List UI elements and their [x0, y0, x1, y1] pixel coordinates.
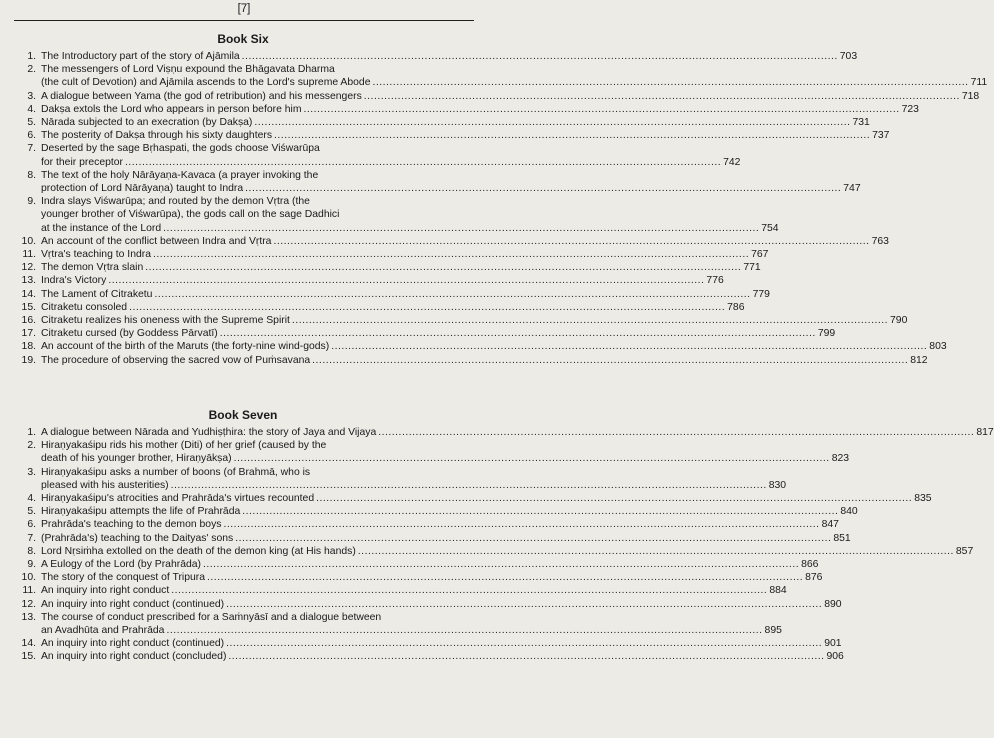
entry-number: 8.	[27, 545, 36, 557]
entry-number: 7.	[27, 532, 36, 544]
toc-entry	[8, 116, 870, 129]
dot-leader	[254, 116, 850, 129]
toc-entry	[8, 558, 819, 571]
entry-number: 12.	[21, 598, 36, 610]
toc-entry	[8, 611, 782, 637]
entry-page: 906	[826, 651, 844, 663]
entry-title: The Lament of Citraketu	[41, 288, 153, 300]
toc-entry	[8, 274, 724, 287]
dot-leader	[292, 314, 888, 327]
entry-number: 18.	[21, 341, 36, 353]
entry-number: 11.	[22, 585, 36, 597]
entry-page: 711	[970, 77, 988, 89]
entry-title: An inquiry into right conduct (continued)	[41, 598, 225, 610]
entry-page: 830	[768, 479, 787, 491]
entry-number: 9.	[27, 559, 36, 571]
toc-entry	[8, 532, 851, 545]
toc-entry	[8, 261, 761, 274]
toc-entry	[8, 301, 745, 314]
entry-number: 2.	[27, 440, 36, 452]
entry-page: 779	[752, 288, 770, 300]
dot-leader	[316, 492, 912, 505]
entry-number: 15.	[21, 651, 36, 663]
entry-title: Hiraṇyakaśipu's atrocities and Prahrāda's virtues recounted	[41, 493, 315, 505]
dot-leader	[273, 235, 869, 248]
entry-page: 790	[890, 315, 908, 327]
dot-leader	[125, 156, 721, 169]
toc-entry	[8, 63, 988, 89]
entry-page: 857	[955, 545, 974, 557]
book-seven-title: Book Seven	[208, 408, 278, 422]
dot-leader	[145, 261, 741, 274]
toc-entry	[8, 518, 839, 531]
dot-leader	[372, 76, 968, 89]
entry-page: 823	[831, 453, 850, 465]
toc-entry	[8, 248, 769, 261]
toc-entry	[8, 90, 980, 103]
dot-leader	[358, 545, 954, 558]
entry-number: 5.	[27, 506, 36, 518]
entry-title: Hiraṇyakaśipu attempts the life of Prahrāda	[41, 506, 241, 518]
entry-number: 15.	[21, 301, 36, 313]
dot-leader	[223, 518, 819, 531]
entry-number: 19.	[21, 354, 36, 366]
entry-page: 812	[910, 354, 928, 366]
entry-title: The course of conduct prescribed for a Saṁnyāsī and a dialogue between	[41, 611, 382, 623]
toc-entry	[8, 314, 908, 327]
entry-number: 16.	[21, 315, 36, 327]
dot-leader	[163, 222, 759, 235]
entry-title: The text of the holy Nārāyaṇa-Kavaca (a prayer invoking the	[41, 169, 319, 181]
entry-number: 9.	[27, 196, 36, 208]
entry-number: 13.	[21, 275, 36, 287]
dot-leader	[234, 452, 830, 465]
entry-title: The Introductory part of the story of Ajāmila	[41, 51, 240, 62]
entry-title: Citraketu consoled	[41, 301, 128, 313]
entry-page: 776	[706, 275, 724, 287]
entry-title: The procedure of observing the sacred vow of Puṁsavana	[41, 354, 311, 366]
dot-leader	[245, 182, 841, 195]
dot-leader	[235, 532, 831, 545]
book-six-contents	[8, 50, 988, 367]
entry-page: 718	[961, 90, 980, 102]
dot-leader	[129, 301, 725, 314]
page-header	[14, 4, 474, 21]
dot-leader	[171, 584, 767, 597]
dot-leader	[207, 571, 803, 584]
entry-page: 835	[914, 493, 932, 505]
entry-page: 763	[871, 235, 889, 247]
dot-leader	[203, 558, 799, 571]
dot-leader	[220, 327, 816, 340]
entry-title: Indra's Victory	[41, 275, 107, 287]
toc-entry	[8, 637, 842, 650]
dot-leader	[312, 354, 908, 367]
entry-number: 1.	[27, 51, 36, 62]
entry-page: 742	[723, 156, 741, 168]
toc-entry	[8, 169, 861, 195]
entry-title: Indra slays Viśwarūpa; and routed by the demon Vṛtra (the	[41, 196, 310, 208]
dot-leader	[304, 103, 900, 116]
entry-page: 851	[833, 532, 851, 544]
entry-page: 754	[761, 222, 779, 234]
entry-page: 771	[743, 262, 761, 274]
toc-entry	[8, 327, 836, 340]
toc-entry	[8, 50, 858, 63]
toc-entry	[8, 650, 844, 663]
entry-number: 1.	[27, 427, 36, 438]
dot-leader	[108, 274, 704, 287]
toc-entry	[8, 103, 919, 116]
entry-page: 767	[751, 249, 769, 261]
entry-title: Deserted by the sage Bṛhaspati, the gods choose Viśwarūpa	[41, 143, 320, 155]
dot-leader	[226, 598, 822, 611]
entry-page: 895	[764, 625, 782, 637]
toc-entry	[8, 142, 741, 168]
entry-page: 876	[805, 572, 823, 584]
entry-page: 747	[843, 183, 861, 195]
toc-entry	[8, 598, 842, 611]
entry-title: an Avadhūta and Prahrāda	[41, 625, 165, 637]
entry-title: Prahrāda's teaching to the demon boys	[41, 519, 222, 531]
entry-page: 723	[901, 103, 919, 115]
entry-title: A dialogue between Nārada and Yudhiṣṭhira: the story of Jaya and Vijaya	[41, 427, 377, 438]
entry-number: 7.	[27, 143, 36, 155]
entry-number: 14.	[21, 638, 36, 650]
entry-page: 731	[852, 117, 870, 129]
dot-leader	[228, 650, 824, 663]
toc-entry	[8, 505, 858, 518]
entry-page: 737	[872, 130, 890, 142]
entry-title: The messengers of Lord Viṣṇu expound the Bhāgavata Dharma	[41, 64, 335, 76]
toc-entry	[8, 354, 928, 367]
entry-title: Lord Nṛsiṁha extolled on the death of the demon king (at His hands)	[41, 545, 356, 557]
dot-leader	[171, 479, 767, 492]
toc-entry	[8, 584, 787, 597]
entry-number: 4.	[27, 103, 36, 115]
entry-title: at the instance of the Lord	[41, 222, 162, 234]
entry-number: 13.	[21, 611, 36, 623]
toc-entry	[8, 288, 770, 301]
toc-entry	[8, 235, 889, 248]
entry-page: 817	[976, 427, 994, 438]
toc-entry	[8, 466, 787, 492]
entry-number: 6.	[27, 130, 36, 142]
dot-leader	[242, 50, 838, 63]
dot-leader	[226, 637, 822, 650]
entry-title: Hiraṇyakaśipu asks a number of boons (of Brahmā, who is	[41, 466, 311, 478]
dot-leader	[153, 248, 749, 261]
entry-title: for their preceptor	[41, 156, 124, 168]
entry-title: younger brother of Viśwarūpa), the gods call on the sage Dadhici	[41, 209, 340, 221]
dot-leader	[274, 129, 870, 142]
entry-title: The story of the conquest of Tripura	[41, 572, 206, 584]
dot-leader	[166, 624, 762, 637]
entry-page: 786	[727, 301, 745, 313]
entry-title: The posterity of Dakṣa through his sixty daughters	[41, 130, 273, 142]
entry-number: 5.	[27, 117, 36, 129]
toc-entry	[8, 439, 850, 465]
entry-page: 703	[839, 51, 858, 62]
toc-entry	[8, 129, 890, 142]
entry-page: 866	[801, 559, 819, 571]
toc-entry	[8, 426, 994, 439]
entry-page: 799	[817, 328, 836, 340]
entry-page: 901	[824, 638, 842, 650]
entry-number: 3.	[27, 90, 36, 102]
entry-title: An account of the conflict between Indra and Vṛtra	[41, 235, 272, 247]
entry-number: 6.	[27, 519, 36, 531]
entry-title: A dialogue between Yama (the god of retribution) and his messengers	[41, 90, 362, 102]
entry-number: 10.	[21, 572, 36, 584]
book-six-title: Book Six	[217, 32, 269, 46]
entry-page: 847	[821, 519, 839, 531]
toc-entry	[8, 545, 974, 558]
dot-leader	[364, 90, 960, 103]
book-seven-contents	[8, 426, 994, 664]
entry-title: A Eulogy of the Lord (by Prahrāda)	[41, 559, 201, 571]
entry-title: Dakṣa extols the Lord who appears in person before him	[41, 103, 302, 115]
entry-title: Hiraṇyakaśipu rids his mother (Diti) of her grief (caused by the	[41, 440, 327, 452]
entry-title: An inquiry into right conduct (continued)	[41, 638, 225, 650]
entry-number: 8.	[27, 169, 36, 181]
entry-page: 890	[824, 598, 842, 610]
entry-number: 17.	[21, 328, 36, 340]
entry-title: (Prahrāda's) teaching to the Daityas' sons	[41, 532, 234, 544]
toc-entry	[8, 340, 947, 353]
entry-page: 840	[840, 506, 858, 518]
entry-title: Citraketu cursed (by Goddess Pārvatī)	[41, 328, 218, 340]
entry-number: 3.	[27, 466, 36, 478]
entry-title: (the cult of Devotion) and Ajāmila ascends to the Lord's supreme Abode	[41, 77, 371, 89]
entry-title: An inquiry into right conduct	[41, 585, 170, 597]
entry-title: death of his younger brother, Hiraṇyākṣa)	[41, 453, 232, 465]
page-number: [7]	[237, 3, 251, 15]
entry-title: The demon Vṛtra slain	[41, 262, 144, 274]
dot-leader	[242, 505, 838, 518]
entry-page: 884	[769, 585, 787, 597]
entry-title: Vṛtra's teaching to Indra	[41, 249, 151, 261]
entry-page: 803	[929, 341, 947, 353]
entry-title: Citraketu realizes his oneness with the Supreme Spirit	[41, 315, 290, 327]
entry-number: 2.	[27, 64, 36, 76]
toc-entry	[8, 492, 932, 505]
entry-title: protection of Lord Nārāyaṇa) taught to Indra	[41, 183, 244, 195]
toc-entry	[8, 195, 779, 235]
entry-number: 4.	[27, 493, 36, 505]
dot-leader	[154, 288, 750, 301]
entry-title: An inquiry into right conduct (concluded)	[41, 651, 227, 663]
entry-title: Nārada subjected to an execration (by Dakṣa)	[41, 117, 253, 129]
entry-number: 11.	[22, 249, 36, 261]
entry-title: pleased with his austerities)	[41, 479, 169, 491]
entry-number: 14.	[21, 288, 36, 300]
entry-number: 10.	[21, 235, 36, 247]
entry-number: 12.	[21, 262, 36, 274]
dot-leader	[331, 340, 927, 353]
dot-leader	[378, 426, 974, 439]
entry-title: An account of the birth of the Maruts (the forty-nine wind-gods)	[41, 341, 330, 353]
toc-entry	[8, 571, 823, 584]
